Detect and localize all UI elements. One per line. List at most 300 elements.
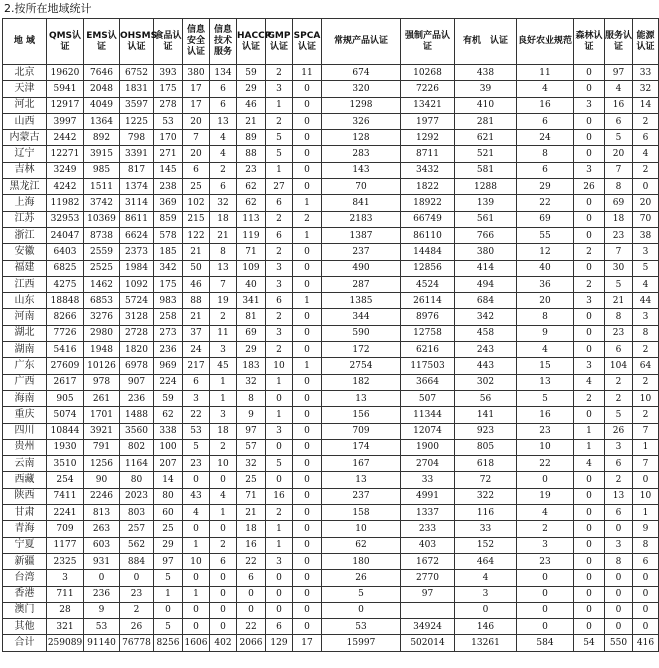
value-cell: 3: [574, 162, 605, 178]
value-cell: 1: [266, 537, 293, 553]
value-cell: 2: [266, 342, 293, 358]
value-cell: 13: [322, 472, 401, 488]
value-cell: 0: [293, 472, 322, 488]
value-cell: 3: [455, 586, 517, 602]
value-cell: 0: [293, 488, 322, 504]
value-cell: 21: [605, 293, 633, 309]
value-cell: 0: [120, 570, 154, 586]
value-cell: 1930: [47, 439, 84, 455]
value-cell: 494: [455, 276, 517, 292]
region-cell: 辽宁: [3, 146, 47, 162]
value-cell: 0: [293, 439, 322, 455]
value-cell: 80: [120, 472, 154, 488]
value-cell: 0: [266, 570, 293, 586]
value-cell: 13261: [455, 635, 517, 651]
value-cell: 4: [605, 81, 633, 97]
value-cell: 0: [574, 488, 605, 504]
value-cell: 180: [322, 553, 401, 569]
value-cell: 5074: [47, 407, 84, 423]
value-cell: 97: [154, 553, 183, 569]
value-cell: 0: [210, 521, 237, 537]
value-cell: 410: [455, 97, 517, 113]
value-cell: 13: [605, 488, 633, 504]
value-cell: 24047: [47, 227, 84, 243]
region-cell: 合计: [3, 635, 47, 651]
value-cell: 3: [47, 570, 84, 586]
value-cell: 322: [455, 488, 517, 504]
value-cell: 458: [455, 325, 517, 341]
value-cell: 0: [266, 472, 293, 488]
value-cell: 257: [120, 521, 154, 537]
value-cell: 859: [154, 211, 183, 227]
value-cell: 3560: [120, 423, 154, 439]
value-cell: 122: [183, 227, 210, 243]
value-cell: 3: [633, 309, 659, 325]
value-cell: 5: [605, 407, 633, 423]
value-cell: 1: [293, 358, 322, 374]
value-cell: 521: [455, 146, 517, 162]
table-row: [3, 472, 659, 488]
value-cell: 464: [455, 553, 517, 569]
region-cell: 吉林: [3, 162, 47, 178]
value-cell: 33: [633, 65, 659, 81]
value-cell: 59: [154, 390, 183, 406]
value-cell: 109: [237, 260, 266, 276]
value-cell: 2: [210, 162, 237, 178]
value-cell: 2: [574, 390, 605, 406]
value-cell: 17: [293, 635, 322, 651]
value-cell: 20: [605, 146, 633, 162]
value-cell: 44: [633, 293, 659, 309]
value-cell: 3997: [47, 113, 84, 129]
value-cell: 2: [210, 309, 237, 325]
region-cell: 香港: [3, 586, 47, 602]
value-cell: 10: [322, 521, 401, 537]
value-cell: 1: [293, 293, 322, 309]
value-cell: 217: [183, 358, 210, 374]
value-cell: 1298: [322, 97, 401, 113]
value-cell: 23: [120, 586, 154, 602]
value-cell: 6: [517, 113, 574, 129]
value-cell: 766: [455, 227, 517, 243]
value-cell: 158: [322, 505, 401, 521]
value-cell: 8: [605, 309, 633, 325]
value-cell: 1948: [84, 342, 120, 358]
value-cell: 6825: [47, 260, 84, 276]
value-cell: 0: [293, 113, 322, 129]
value-cell: 4: [633, 276, 659, 292]
value-cell: 26: [574, 179, 605, 195]
value-cell: 8: [517, 146, 574, 162]
header-haccp: HACCP认证: [237, 19, 266, 65]
value-cell: 53: [84, 619, 120, 635]
table-row: [3, 162, 659, 178]
region-cell: 江苏: [3, 211, 47, 227]
value-cell: 0: [574, 570, 605, 586]
value-cell: 261: [84, 390, 120, 406]
value-cell: 0: [574, 309, 605, 325]
value-cell: 22: [183, 407, 210, 423]
value-cell: 0: [574, 342, 605, 358]
value-cell: 1164: [120, 456, 154, 472]
table-row: [3, 113, 659, 129]
value-cell: 0: [293, 505, 322, 521]
value-cell: 369: [154, 195, 183, 211]
value-cell: 798: [120, 130, 154, 146]
value-cell: 0: [293, 586, 322, 602]
value-cell: 0: [237, 586, 266, 602]
value-cell: 0: [293, 456, 322, 472]
value-cell: 3: [633, 244, 659, 260]
value-cell: 1: [293, 195, 322, 211]
value-cell: 2980: [84, 325, 120, 341]
value-cell: 1: [154, 586, 183, 602]
value-cell: 6: [237, 570, 266, 586]
value-cell: 0: [293, 309, 322, 325]
header-infosec: 信息安全认证: [183, 19, 210, 65]
value-cell: 14: [633, 97, 659, 113]
header-ems: EMS认证: [84, 19, 120, 65]
value-cell: 711: [47, 586, 84, 602]
value-cell: 72: [455, 472, 517, 488]
region-cell: 贵州: [3, 439, 47, 455]
value-cell: 2: [633, 113, 659, 129]
value-cell: 5: [266, 456, 293, 472]
value-cell: 11344: [401, 407, 455, 423]
value-cell: 28: [47, 602, 84, 618]
value-cell: 81: [237, 309, 266, 325]
value-cell: 273: [154, 325, 183, 341]
value-cell: 22: [237, 553, 266, 569]
value-cell: 243: [455, 342, 517, 358]
value-cell: 12271: [47, 146, 84, 162]
value-cell: 175: [154, 81, 183, 97]
value-cell: 0: [517, 586, 574, 602]
value-cell: 3: [266, 81, 293, 97]
value-cell: 20: [183, 113, 210, 129]
value-cell: 25: [154, 521, 183, 537]
value-cell: 23: [517, 423, 574, 439]
region-cell: 台湾: [3, 570, 47, 586]
value-cell: 2066: [237, 635, 266, 651]
value-cell: 0: [183, 602, 210, 618]
value-cell: 3114: [120, 195, 154, 211]
value-cell: 684: [455, 293, 517, 309]
value-cell: 10: [210, 456, 237, 472]
value-cell: 4: [210, 146, 237, 162]
value-cell: 841: [322, 195, 401, 211]
value-cell: 6: [605, 113, 633, 129]
value-cell: 403: [401, 537, 455, 553]
value-cell: 9: [633, 521, 659, 537]
value-cell: 3432: [401, 162, 455, 178]
value-cell: 2023: [120, 488, 154, 504]
value-cell: 16: [517, 97, 574, 113]
value-cell: 237: [322, 244, 401, 260]
value-cell: 11982: [47, 195, 84, 211]
value-cell: 17: [183, 81, 210, 97]
value-cell: 62: [237, 179, 266, 195]
value-cell: 10268: [401, 65, 455, 81]
value-cell: 5: [266, 130, 293, 146]
value-cell: 326: [322, 113, 401, 129]
value-cell: 8: [517, 309, 574, 325]
value-cell: 380: [455, 244, 517, 260]
value-cell: 25: [183, 179, 210, 195]
value-cell: 36: [517, 276, 574, 292]
value-cell: 8: [210, 244, 237, 260]
region-cell: 北京: [3, 65, 47, 81]
value-cell: 10: [266, 358, 293, 374]
value-cell: 40: [237, 276, 266, 292]
value-cell: 1701: [84, 407, 120, 423]
value-cell: 263: [84, 521, 120, 537]
value-cell: 6: [605, 342, 633, 358]
table-header-row: [3, 19, 659, 65]
table-row: [3, 342, 659, 358]
value-cell: 8: [605, 553, 633, 569]
value-cell: 2525: [84, 260, 120, 276]
value-cell: 102: [183, 195, 210, 211]
value-cell: 23: [237, 162, 266, 178]
region-cell: 山东: [3, 293, 47, 309]
value-cell: 344: [322, 309, 401, 325]
value-cell: 129: [266, 635, 293, 651]
header-gmp: GMP认证: [266, 19, 293, 65]
value-cell: 7: [605, 162, 633, 178]
value-cell: 0: [293, 146, 322, 162]
value-cell: 69: [605, 195, 633, 211]
table-row: [3, 553, 659, 569]
value-cell: 104: [605, 358, 633, 374]
value-cell: 3: [605, 439, 633, 455]
value-cell: 3: [266, 276, 293, 292]
value-cell: 4242: [47, 179, 84, 195]
table-row: [3, 374, 659, 390]
value-cell: 0: [574, 602, 605, 618]
value-cell: 1177: [47, 537, 84, 553]
value-cell: 985: [84, 162, 120, 178]
value-cell: 16: [237, 537, 266, 553]
value-cell: 29: [237, 342, 266, 358]
value-cell: 0: [293, 244, 322, 260]
value-cell: 621: [455, 130, 517, 146]
value-cell: 4275: [47, 276, 84, 292]
value-cell: 53: [154, 113, 183, 129]
value-cell: 66749: [401, 211, 455, 227]
header-region: 地 域: [3, 19, 47, 65]
value-cell: 13: [322, 390, 401, 406]
value-cell: 2442: [47, 130, 84, 146]
value-cell: 7: [633, 456, 659, 472]
value-cell: 236: [120, 390, 154, 406]
value-cell: 0: [183, 521, 210, 537]
value-cell: 233: [401, 521, 455, 537]
value-cell: 0: [574, 472, 605, 488]
value-cell: 1337: [401, 505, 455, 521]
value-cell: 0: [154, 602, 183, 618]
value-cell: 97: [605, 65, 633, 81]
table-row: [3, 293, 659, 309]
value-cell: 0: [574, 113, 605, 129]
value-cell: 5724: [120, 293, 154, 309]
value-cell: 18: [210, 423, 237, 439]
value-cell: 6: [183, 374, 210, 390]
value-cell: 0: [293, 130, 322, 146]
value-cell: 0: [574, 195, 605, 211]
table-row: [3, 65, 659, 81]
value-cell: 15997: [322, 635, 401, 651]
value-cell: 237: [322, 488, 401, 504]
statistics-table: [2, 18, 659, 652]
value-cell: 40: [517, 260, 574, 276]
value-cell: 2: [210, 537, 237, 553]
value-cell: 278: [154, 97, 183, 113]
value-cell: 62: [322, 537, 401, 553]
value-cell: 5941: [47, 81, 84, 97]
value-cell: 1: [266, 407, 293, 423]
header-ohsms: OHSMS认证: [120, 19, 154, 65]
table-row: [3, 244, 659, 260]
value-cell: 20: [517, 293, 574, 309]
value-cell: 16: [517, 407, 574, 423]
region-cell: 浙江: [3, 227, 47, 243]
value-cell: 156: [322, 407, 401, 423]
table-row: [3, 537, 659, 553]
value-cell: 674: [322, 65, 401, 81]
value-cell: 2: [605, 374, 633, 390]
table-row: [3, 619, 659, 635]
value-cell: 30: [605, 260, 633, 276]
value-cell: 6: [605, 456, 633, 472]
value-cell: 0: [633, 472, 659, 488]
value-cell: 5416: [47, 342, 84, 358]
value-cell: 6: [210, 553, 237, 569]
value-cell: 507: [401, 390, 455, 406]
region-cell: 云南: [3, 456, 47, 472]
value-cell: 18848: [47, 293, 84, 309]
value-cell: 12074: [401, 423, 455, 439]
value-cell: 19: [210, 293, 237, 309]
value-cell: 0: [293, 342, 322, 358]
value-cell: 281: [455, 113, 517, 129]
region-cell: 福建: [3, 260, 47, 276]
value-cell: 438: [455, 65, 517, 81]
value-cell: 1: [574, 423, 605, 439]
value-cell: 90: [84, 472, 120, 488]
table-row: [3, 325, 659, 341]
value-cell: 2048: [84, 81, 120, 97]
value-cell: 11: [517, 65, 574, 81]
value-cell: 0: [293, 325, 322, 341]
value-cell: 2: [574, 276, 605, 292]
region-cell: 青海: [3, 521, 47, 537]
region-cell: 山西: [3, 113, 47, 129]
value-cell: 10: [633, 488, 659, 504]
region-cell: 河南: [3, 309, 47, 325]
value-cell: 32: [237, 374, 266, 390]
value-cell: 3: [266, 325, 293, 341]
value-cell: 1: [210, 374, 237, 390]
value-cell: 12856: [401, 260, 455, 276]
value-cell: 550: [605, 635, 633, 651]
value-cell: 11: [210, 325, 237, 341]
value-cell: 2: [266, 65, 293, 81]
value-cell: 0: [517, 602, 574, 618]
value-cell: 2: [266, 113, 293, 129]
value-cell: 70: [322, 179, 401, 195]
value-cell: 29: [517, 179, 574, 195]
value-cell: 3510: [47, 456, 84, 472]
value-cell: 0: [293, 276, 322, 292]
value-cell: 0: [183, 472, 210, 488]
value-cell: 71: [237, 244, 266, 260]
table-row: [3, 602, 659, 618]
value-cell: 581: [455, 162, 517, 178]
value-cell: 54: [574, 635, 605, 651]
value-cell: 175: [154, 276, 183, 292]
value-cell: 0: [455, 602, 517, 618]
value-cell: 3: [266, 423, 293, 439]
value-cell: 4: [183, 505, 210, 521]
value-cell: 0: [605, 602, 633, 618]
value-cell: 134: [210, 65, 237, 81]
value-cell: 19: [517, 488, 574, 504]
value-cell: 3: [266, 553, 293, 569]
value-cell: 271: [154, 146, 183, 162]
value-cell: 3742: [84, 195, 120, 211]
value-cell: 3: [574, 97, 605, 113]
table-row: [3, 635, 659, 651]
value-cell: 33: [401, 472, 455, 488]
value-cell: 2617: [47, 374, 84, 390]
value-cell: 6: [266, 227, 293, 243]
value-cell: 43: [183, 488, 210, 504]
value-cell: 0: [293, 521, 322, 537]
value-cell: 11: [293, 65, 322, 81]
value-cell: 13: [517, 374, 574, 390]
value-cell: 37: [183, 325, 210, 341]
value-cell: 8: [237, 390, 266, 406]
value-cell: 0: [574, 81, 605, 97]
value-cell: 321: [47, 619, 84, 635]
value-cell: 27: [266, 179, 293, 195]
region-cell: 上海: [3, 195, 47, 211]
value-cell: 805: [455, 439, 517, 455]
value-cell: 76778: [120, 635, 154, 651]
value-cell: 2: [633, 342, 659, 358]
value-cell: 50: [183, 260, 210, 276]
value-cell: 578: [154, 227, 183, 243]
value-cell: 20: [183, 146, 210, 162]
value-cell: 39: [455, 81, 517, 97]
value-cell: 978: [84, 374, 120, 390]
value-cell: 7646: [84, 65, 120, 81]
value-cell: 18: [605, 211, 633, 227]
table-row: [3, 195, 659, 211]
value-cell: 0: [210, 472, 237, 488]
value-cell: 27609: [47, 358, 84, 374]
value-cell: 0: [237, 602, 266, 618]
value-cell: 561: [455, 211, 517, 227]
value-cell: 1672: [401, 553, 455, 569]
value-cell: 2: [120, 602, 154, 618]
value-cell: 46: [183, 276, 210, 292]
value-cell: 10369: [84, 211, 120, 227]
value-cell: 224: [154, 374, 183, 390]
value-cell: 116: [455, 505, 517, 521]
table-row: [3, 570, 659, 586]
